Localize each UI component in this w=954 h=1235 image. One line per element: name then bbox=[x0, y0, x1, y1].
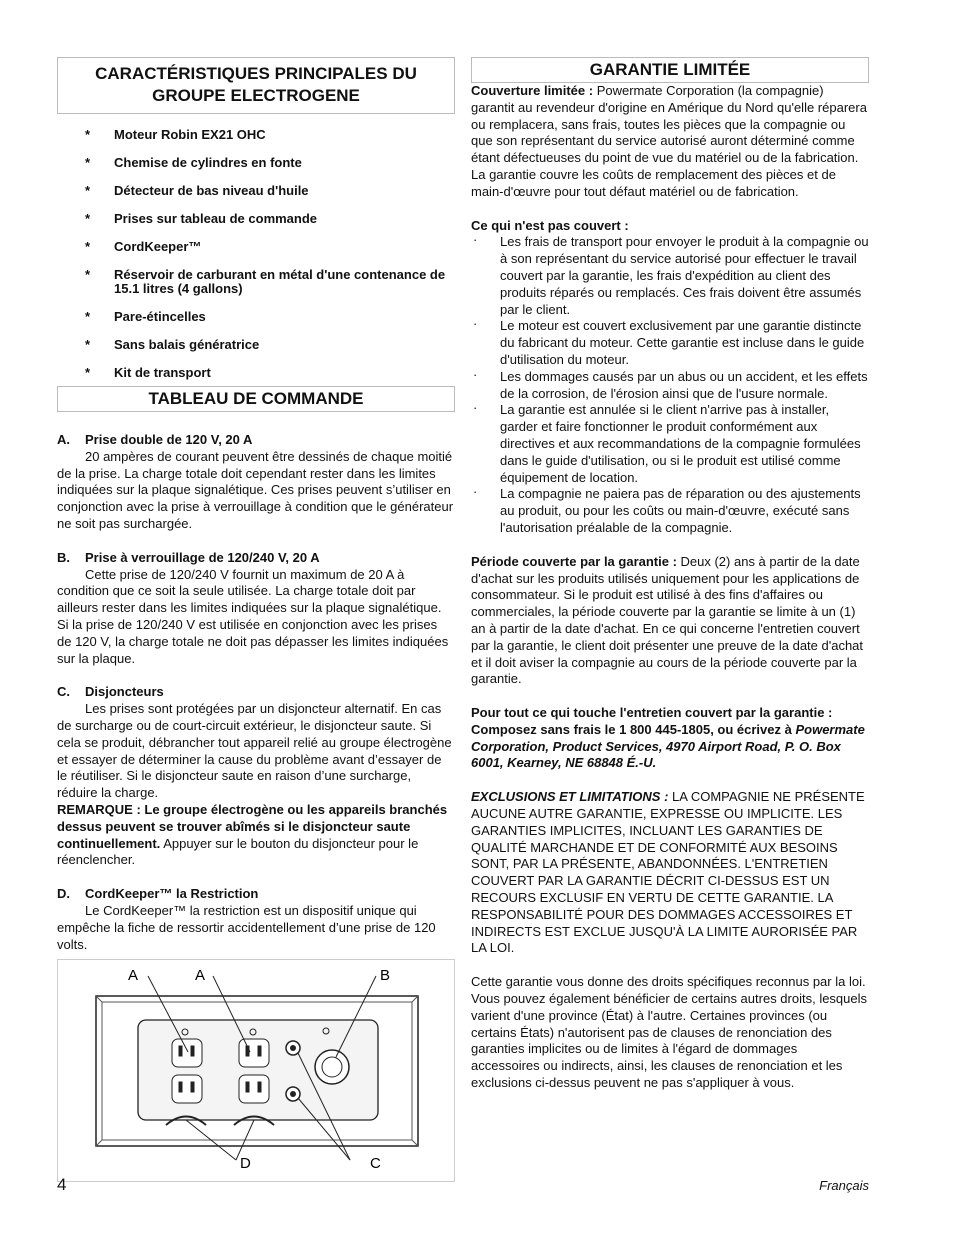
feature-item: * Prises sur tableau de commande bbox=[85, 211, 318, 226]
control-panel-diagram bbox=[57, 959, 455, 1182]
list-item: · Le moteur est couvert exclusivement par une garantie distincte du fabricant du moteur. Cette garantie est incluse dans le guide d'utilisation du moteur. bbox=[473, 316, 865, 367]
bullet-star: * bbox=[85, 211, 91, 226]
feature-item: * Moteur Robin EX21 OHC bbox=[85, 127, 266, 142]
bullet-star: * bbox=[85, 309, 91, 324]
period-paragraph: Période couverte par la garantie : Deux (2) ans à partir de la date d'achat sur les produits utilisés uniquement pour les applications de consommateur. Si le produit est utilisé à des fins d'affaires ou commerciales, la période couverte par la garantie se limite à un (1) an à partir de la date d'achat. En ce qui concerne l'entretien couvert par la garantie, le client doit présenter une preuve de la date d'achat et il doit aviser la compagnie au cours de la période couverte par la garantie. bbox=[471, 553, 864, 687]
right-column bbox=[471, 57, 869, 1092]
features-list bbox=[57, 128, 455, 380]
language-label: Français bbox=[819, 1178, 869, 1193]
label-b: B bbox=[380, 967, 391, 985]
feature-item: * Kit de transport bbox=[85, 365, 211, 380]
rights-paragraph: Cette garantie vous donne des droits spécifiques reconnus par la loi. Vous pouvez également bénéficier de certains autres droits, lesquels varient d'une province (État) à l'autre. Certaines provinces (ou certains États) n'autorisent pas de clauses de renonciation des garanties implicites ou de limites à l'égard de dommages accessoires ou indirects, ainsi, les clauses de renonciation et les exclusions ci-dessus peuvent ne pas s'appliquer à vous. bbox=[471, 974, 868, 1091]
not-covered-heading: Ce qui n'est pas couvert : bbox=[471, 217, 629, 233]
features-title: CARACTÉRISTIQUES PRINCIPALES DU GROUPE ELECTROGENE bbox=[57, 57, 455, 114]
section-note: REMARQUE : Le groupe électrogène ou les appareils branchés dessus peuvent se trouver abîmés si le disjoncteur saute continuellement. Appuyer sur le bouton du disjoncteur pour le réenclencher. bbox=[57, 801, 448, 868]
label-d: D bbox=[240, 1155, 251, 1173]
feature-item: * CordKeeper™ bbox=[85, 239, 202, 254]
coverage-paragraph: Couverture limitée : Powermate Corporation (la compagnie) garantit au revendeur d'origine en Amérique du Nord qu'elle réparera ou remplacera, sans frais, toutes les pièces que la compagnie ou que son représentant du service autorisé auront déterminé comme étant défectueuses du point de vue du matériel ou de la fabrication. La garantie couvre les coûts de remplacement des pièces et de main-d'œuvre pour tout défaut matériel ou de fabrication. bbox=[471, 83, 867, 199]
contact-paragraph: Pour tout ce qui touche l'entretien couvert par la garantie : Composez sans frais le 1 800 445-1805, ou écrivez à Powermate Corporation, Product Services, 4970 Airport Road, P. O. Box 6001, Kearney, NE 68848 É.-U. bbox=[471, 705, 865, 771]
section-c: C. Disjoncteurs Les prises sont protégées par un disjoncteur alternatif. En cas de surcharge ou de court-circuit extérieur, le disjoncteur saute. Si cela se produit, débrancher tout appareil relié au groupe électrogène et essayer de déterminer la cause du problème avant d’essayer de le réutiliser. Si le disjoncteur saute en raison d’une surcharge, réduire la charge. REMARQUE : Le groupe électrogène ou les appareils branchés dessus peuvent se trouver abîmés si le disjoncteur saute continuellement. Appuyer sur le bouton du disjoncteur pour le réenclencher. bbox=[57, 684, 455, 869]
bullet-star: * bbox=[85, 267, 91, 282]
feature-item: * Chemise de cylindres en fonte bbox=[85, 155, 302, 170]
feature-item: * Sans balais génératrice bbox=[85, 337, 260, 352]
section-b: B. Prise à verrouillage de 120/240 V, 20 A Cette prise de 120/240 V fournit un maximum de 20 A à condition que ce soit la seule utilisée. La charge totale doit par ailleurs rester dans les limites indiquées sur la plaque signalétique. Si la prise de 120/240 V est utilisée en conjonction avec les prises de 120 V, la charge totale ne doit pas dépasser les limites indiquées sur la plaque. bbox=[57, 550, 455, 668]
exclusions-paragraph: EXCLUSIONS ET LIMITATIONS : LA COMPAGNIE NE PRÉSENTE AUCUNE AUTRE GARANTIE, EXPRESSE OU IMPLICITE. LES GARANTIES IMPLICITES, INCLUANT LES GARANTIES DE QUALITÉ MARCHANDE ET DE CONFORMITÉ AUX BESOINS SONT, PAR LA PRÉSENTE, ABANDONNÉES. L'ENTRETIEN COUVERT PAR LA GARANTIE DÉCRIT CI-DESSUS EST UN RECOURS EXCLUSIF EN VERTU DE CETTE GARANTIE. LA RESPONSABILITÉ POUR DES DOMMAGES ACCESSOIRES ET INDIRECTS EST EXCLUE JUSQU'À LA LIMITE AURORISÉE PAR LA LOI. bbox=[471, 789, 865, 956]
feature-item: * Détecteur de bas niveau d'huile bbox=[85, 183, 309, 198]
section-a: A. Prise double de 120 V, 20 A 20 ampères de courant peuvent être dessinés de chaque moitié de la prise. La charge totale doit cependant rester dans les limites indiquées sur la plaque signalétique. Ces prises peuvent s’utiliser en conjonction avec la prise à verrouillage à condition que le générateur ne soit pas surchargée. bbox=[57, 432, 454, 531]
control-panel-illustration bbox=[58, 960, 456, 1183]
bullet-star: * bbox=[85, 127, 91, 142]
left-column bbox=[57, 57, 455, 1182]
contact-address: Powermate Corporation, Product Services, 4970 Airport Road, P. O. Box 6001, Kearney, NE 68848 É.-U. bbox=[471, 721, 865, 771]
section-heading: CordKeeper™ la Restriction bbox=[85, 886, 259, 902]
twist-lock-outlet-icon bbox=[315, 1050, 349, 1084]
section-body: Cette prise de 120/240 V fournit un maximum de 20 A à condition que ce soit la seule utilisée. La charge totale doit par ailleurs rester dans les limites indiquées sur la plaque signalétique. Si la prise de 120/240 V est utilisée en conjonction avec les prises de 120 V, la charge totale ne doit pas dépasser les limites indiquées sur la plaque. bbox=[57, 566, 449, 666]
section-body: Les prises sont protégées par un disjoncteur alternatif. En cas de surcharge ou de court-circuit extérieur, le disjoncteur saute. Si cela se produit, débrancher tout appareil relié au groupe électrogène et essayer de déterminer la cause du problème avant d’essayer de le réutiliser. Si le disjoncteur saute en raison d’une surcharge, réduire la charge. bbox=[57, 701, 452, 801]
label-c: C bbox=[370, 1155, 381, 1173]
label-a2: A bbox=[195, 967, 206, 985]
breaker-icon bbox=[290, 1091, 296, 1097]
list-item: · Les frais de transport pour envoyer le produit à la compagnie ou à son représentant du service autorisé pour effectuer le travail couvert par la garantie, les frais d'expédition au client des produits réparés ou remplacés. Ces frais doivent être assumés par le client. bbox=[473, 232, 869, 317]
bullet-star: * bbox=[85, 239, 91, 254]
section-heading: Prise à verrouillage de 120/240 V, 20 A bbox=[85, 549, 320, 565]
list-item: · La garantie est annulée si le client n'arrive pas à installer, garder et faire fonctionner le produit conformément aux directives et aux recommandations de la compagnie formulées dans le guide d'utilisation, ou si le produit est utilisé comme équipement de location. bbox=[473, 400, 861, 485]
warranty-title: GARANTIE LIMITÉE bbox=[471, 57, 869, 83]
section-d: D. CordKeeper™ la Restriction Le CordKeeper™ la restriction est un dispositif unique qui empêche la fiche de ressortir accidentellement d’une prise de 120 volts. bbox=[57, 886, 455, 953]
bullet-star: * bbox=[85, 183, 91, 198]
bullet-star: * bbox=[85, 155, 91, 170]
bullet-star: * bbox=[85, 337, 91, 352]
section-body: Le CordKeeper™ la restriction est un dispositif unique qui empêche la fiche de ressortir accidentellement d’une prise de 120 volts. bbox=[57, 902, 436, 952]
list-item: · Les dommages causés par un abus ou un accident, et les effets de la corrosion, de l'érosion ainsi que de l'usure normale. bbox=[473, 366, 868, 401]
not-covered-list bbox=[471, 234, 869, 536]
bullet-star: * bbox=[85, 365, 91, 380]
page-number: 4 bbox=[57, 1175, 67, 1194]
label-a1: A bbox=[128, 967, 139, 985]
list-item: · La compagnie ne paiera pas de réparation ou des ajustements au produit, ou pour les coûts ou main-d'œuvre, exécuté sans l'autorisation préalable de la compagnie. bbox=[473, 484, 861, 535]
section-heading: Disjoncteurs bbox=[85, 684, 164, 700]
breaker-icon bbox=[290, 1045, 296, 1051]
feature-item: * Pare-étincelles bbox=[85, 309, 206, 324]
section-heading: Prise double de 120 V, 20 A bbox=[85, 432, 253, 447]
control-panel-title: TABLEAU DE COMMANDE bbox=[57, 386, 455, 412]
feature-item: * Réservoir de carburant en métal d'une contenance de 15.1 litres (4 gallons) bbox=[85, 267, 446, 296]
section-body: 20 ampères de courant peuvent être dessinés de chaque moitié de la prise. La charge totale doit cependant rester dans les limites indiquées sur la plaque signalétique. Ces prises peuvent s’utiliser en conjonction avec la prise à verrouillage à condition que le générateur ne soit pas surchargée. bbox=[57, 448, 454, 531]
